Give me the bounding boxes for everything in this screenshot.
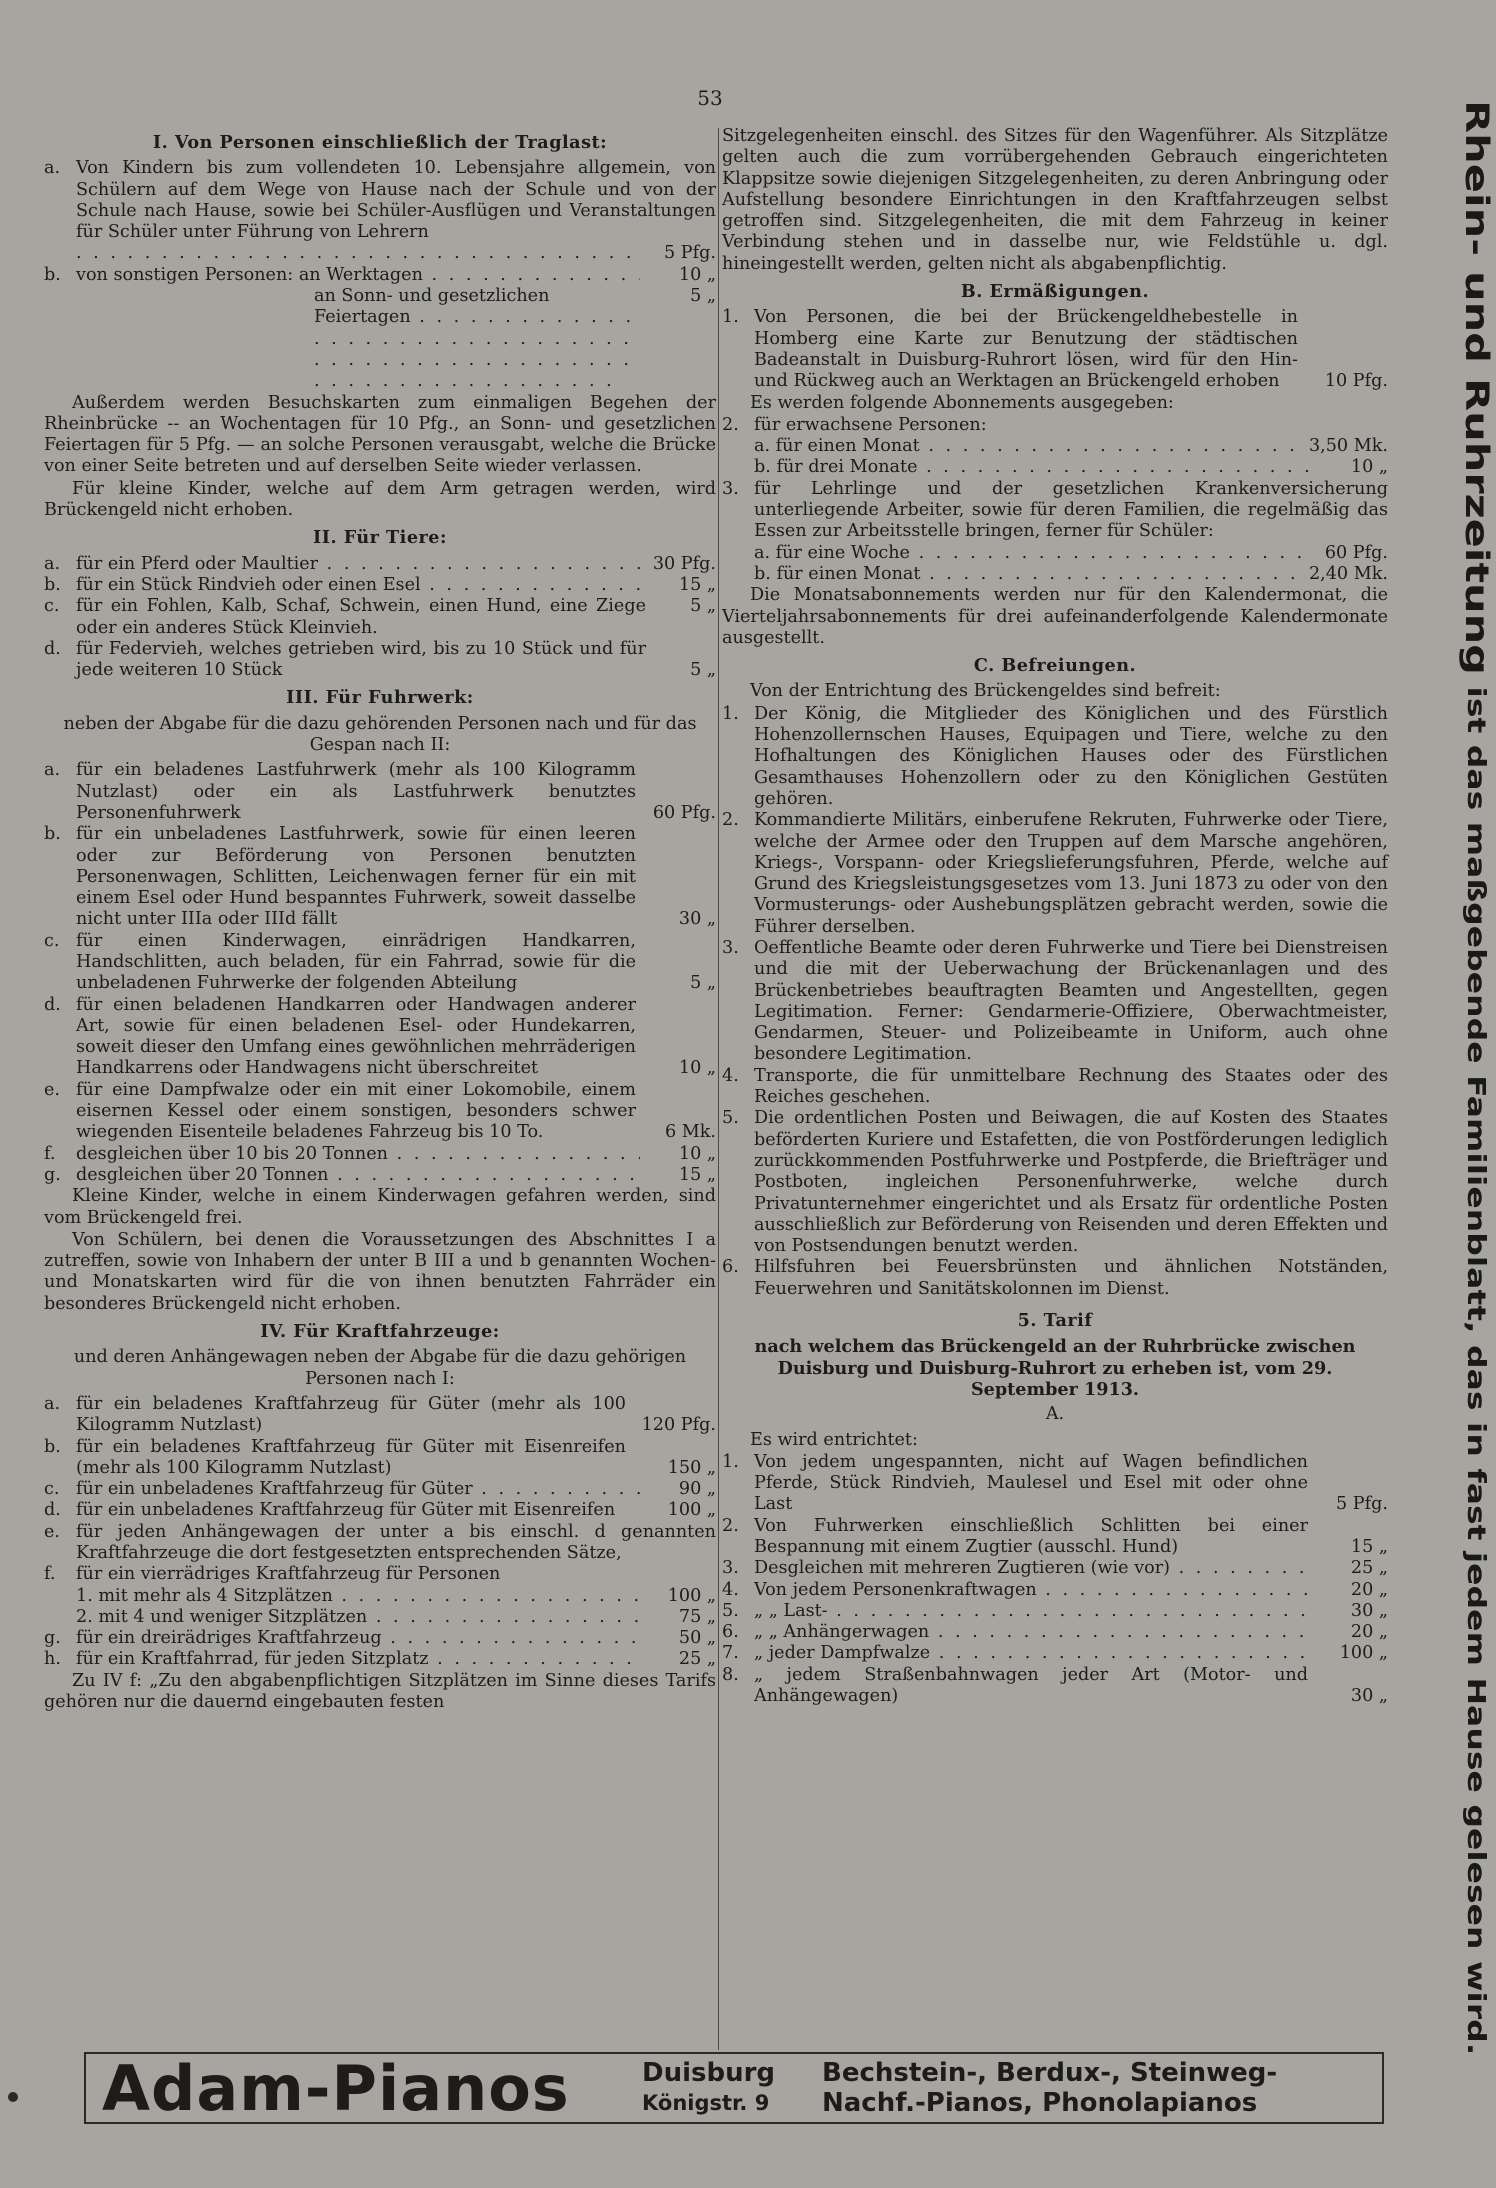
vertical-banner — [1457, 100, 1495, 2056]
tarif-subtitle: nach welchem das Brückengeld an der Ruhrbrücke zwischen Duisburg und Duisburg-Ruhrort zu erheben ist, vom 29. September 1913. — [754, 1336, 1356, 1400]
paragraph: Die Monatsabonnements werden nur für den Kalendermonat, die Vierteljahrsabonnements für drei aufeinanderfolgende Kalendermonate ausgestellt. — [722, 585, 1388, 648]
price-row: 7. „ jeder Dampfwalze . . . 100 „ — [722, 1643, 1388, 1664]
list-item: d. für Federvieh, welches getrieben wird, bis zu 10 Stück und für jede weiteren 10 Stück 5 „ — [44, 638, 716, 681]
price-row: b. von sonstigen Personen: an Werktagen . . . 10 „ — [44, 265, 716, 286]
list-item: a. für ein beladenes Lastfuhrwerk (mehr als 100 Kilogramm Nutzlast) oder ein als Lastfuhrwerk benutztes Personenfuhrwerk 60 Pfg. — [44, 760, 716, 823]
section-b-title: B. Ermäßigungen. — [960, 281, 1150, 303]
list-item: c. für ein Fohlen, Kalb, Schaf, Schwein, einen Hund, eine Ziege oder ein anderes Stück Kleinvieh. 5 „ — [44, 596, 716, 638]
price-row: c. für ein unbeladenes Kraftfahrzeug für Güter . . . 90 „ — [44, 1479, 716, 1500]
paragraph: Zu IV f: „Zu den abgabenpflichtigen Sitzplätzen im Sinne dieses Tarifs gehören nur die dauernd eingebauten festen — [44, 1670, 716, 1713]
right-column — [722, 126, 1388, 1707]
list-item: 3. Oeffentliche Beamte oder deren Fuhrwerke und Tiere bei Dienstreisen und die mit der Ueberwachung der Brückenanlagen und des Brückenbetriebes beauftragten Beamten und Angestellten, gegen Legitimation. Ferner: Gendarmerie-Offiziere, Oberwachtmeister, Gendarmen, Steuer- und Polizeibeamte in Uniform, auch ohne besondere Legitimation. — [722, 937, 1388, 1065]
tarif-section-a: A. — [1045, 1404, 1065, 1425]
column-divider — [718, 128, 719, 2050]
price-row: b. für ein Stück Rindvieh oder einen Esel . . . 15 „ — [44, 575, 716, 596]
list-item: b. für ein unbeladenes Lastfuhrwerk, sowie für einen leeren oder zur Beförderung von Personen benutzten Personenwagen, Schlitten, Leichenwagen ferner für ein mit einem Esel oder Hund bespanntes Fuhrwerk, soweit dasselbe nicht unter IIIa oder IIId fällt 30 „ — [44, 824, 716, 930]
list-item: 2. Kommandierte Militärs, einberufene Rekruten, Fuhrwerke oder Tiere, welche der Armee oder den Truppen auf dem Marsche angehören, Kriegs-, Vorspann- oder Kriegslieferungsfuhren, Pferde, welche auf Grund des Kriegsleistungsgesetzes vom 13. Juni 1873 zu oder von den Vormusterungs- oder Aushebungsplätzen gebracht werden, sowie die Führer derselben. — [722, 810, 1388, 937]
price-row: 4. Von jedem Personenkraftwagen . . . 20 „ — [722, 1580, 1388, 1601]
price-row: g. desgleichen über 20 Tonnen . . . 15 „ — [44, 1165, 716, 1186]
paragraph: Von der Entrichtung des Brückengeldes sind befreit: — [750, 681, 1221, 702]
ad-street: Königstr. 9 — [642, 2091, 770, 2115]
ad-city: Duisburg — [642, 2058, 776, 2088]
list-item: 1. Von Personen, die bei der Brückengeldhebestelle in Homberg eine Karte zur Benutzung der städtischen Badeanstalt in Duisburg-Ruhrort lösen, wird für den Hin- und Rückweg auch an Werktagen an Brückengeld erhoben 10 Pfg. — [722, 307, 1388, 392]
paragraph: Es wird entrichtet: — [750, 1429, 918, 1450]
advertisement — [84, 2052, 1384, 2124]
price-row: 5. „ „ Last- . . . 30 „ — [722, 1601, 1388, 1622]
price-row: a. für einen Monat . . . 3,50 Mk. — [722, 436, 1388, 457]
section-4-title: IV. Für Kraftfahrzeuge: — [260, 1321, 500, 1343]
ad-company-name: Adam-Pianos — [102, 2051, 570, 2125]
list-item: 1. Von jedem ungespannten, nicht auf Wagen befindlichen Pferde, Stück Rindvieh, Maulesel und Esel mit oder ohne Last 5 Pfg. — [722, 1451, 1388, 1515]
paragraph: Kleine Kinder, welche in einem Kinderwagen gefahren werden, sind vom Brückengeld frei. — [44, 1186, 716, 1228]
list-item: 1. Der König, die Mitglieder des Königlichen und des Fürstlich Hohenzollernschen Hauses, Equipagen und Tiere, welche zu den Hofhaltungen des Königlichen Hauses oder des Fürstlichen Gesamthauses Hohenzollern oder zu den Königlichen Gestüten gehören. — [722, 703, 1388, 809]
paragraph: Von Schülern, bei denen die Voraussetzungen des Abschnittes I a zutreffen, sowie von Inhabern der unter B III a und b genannten Wochen- und Monatskarten wird für die von ihnen benutzten Fahrräder ein besonderes Brückengeld nicht erhoben. — [44, 1229, 716, 1314]
list-item: a. für ein beladenes Kraftfahrzeug für Güter (mehr als 100 Kilogramm Nutzlast) 120 Pfg. — [44, 1393, 716, 1436]
ad-brands-line-2: Nachf.-Pianos, Phonolapianos — [822, 2088, 1258, 2118]
paragraph: Für kleine Kinder, welche auf dem Arm getragen werden, wird Brückengeld nicht erhoben. — [44, 478, 716, 521]
banner-slogan: ist das maßgebende Familienblatt, das in fast jedem Hause gelesen wird. — [1462, 675, 1492, 2056]
list-item: c. für einen Kinderwagen, einrädrigen Handkarren, Handschlitten, auch beladen, für ein Fahrrad, sowie für die unbeladenen Fuhrwerke der folgenden Abteilung 5 „ — [44, 930, 716, 994]
list-item: 2. für erwachsene Personen: — [722, 414, 987, 435]
price-row: a. für eine Woche . . . 60 Pfg. — [722, 543, 1388, 564]
ad-address — [642, 2058, 822, 2118]
price-row: 3. Desgleichen mit mehreren Zugtieren (wie vor) . . . 25 „ — [722, 1558, 1388, 1579]
price-row: an Sonn- und gesetzlichen Feiertagen . . . 5 „ — [44, 286, 716, 392]
paragraph: Es werden folgende Abonnements ausgegeben: — [750, 392, 1174, 413]
list-item: e. für jeden Anhängewagen der unter a bis einschl. d genannten Kraftfahrzeuge die dort festgesetzten entsprechenden Sätze, — [44, 1521, 716, 1563]
ad-brands-line-1: Bechstein-, Berdux-, Steinweg- — [822, 2058, 1278, 2088]
price-row: 6. „ „ Anhängerwagen . . . 20 „ — [722, 1622, 1388, 1643]
section-c-title: C. Befreiungen. — [973, 655, 1137, 677]
tarif-title: 5. Tarif — [1017, 1310, 1093, 1332]
price-row: g. für ein dreirädriges Kraftfahrzeug . . . 50 „ — [44, 1628, 716, 1649]
list-item: b. für ein beladenes Kraftfahrzeug für Güter mit Eisenreifen (mehr als 100 Kilogramm Nutzlast) 150 „ — [44, 1436, 716, 1478]
price-row: 2. mit 4 und weniger Sitzplätzen . . . 75 „ — [44, 1607, 716, 1628]
section-4-subtitle: und deren Anhängewagen neben der Abgabe für die dazu gehörigen Personen nach I: — [73, 1347, 687, 1389]
price-row: h. für ein Kraftfahrrad, für jeden Sitzplatz . . . 25 „ — [44, 1649, 716, 1670]
list-item: d. für einen beladenen Handkarren oder Handwagen anderer Art, sowie für einen beladenen Esel- oder Hundekarren, soweit dieser den Umfang eines gewöhnlichen mehrräderigen Handkarrens oder Handwagens nicht überschreitet 10 „ — [44, 994, 716, 1079]
section-2-title: II. Für Tiere: — [312, 527, 447, 549]
list-item: f. für ein vierrädriges Kraftfahrzeug für Personen — [44, 1564, 501, 1585]
banner-title: Rhein- und Ruhrzeitung — [1457, 100, 1495, 676]
list-item: 6. Hilfsfuhren bei Feuersbrünsten und ähnlichen Notständen, Feuerwehren und Sanitätskolonnen im Dienst. — [722, 1257, 1388, 1299]
price-row: b. für einen Monat . . . 2,40 Mk. — [722, 564, 1388, 585]
price-row: . . . 5 Pfg. — [44, 243, 716, 264]
price-row: a. für ein Pferd oder Maultier . . . 30 Pfg. — [44, 554, 716, 575]
ad-brands — [822, 2058, 1382, 2118]
bullet-icon — [8, 2092, 18, 2102]
list-item: 4. Transporte, die für unmittelbare Rechnung des Staates oder des Reiches geschehen. — [722, 1065, 1388, 1108]
section-3-title: III. Für Fuhrwerk: — [286, 687, 474, 709]
price-row: f. desgleichen über 10 bis 20 Tonnen . . . 10 „ — [44, 1144, 716, 1165]
section-3-subtitle: neben der Abgabe für die dazu gehörenden Personen nach und für das Gespan nach II: — [63, 713, 697, 756]
paragraph: Außerdem werden Besuchskarten zum einmaligen Begehen der Rheinbrücke -- an Wochentagen für 10 Pfg., an Sonn- und gesetzlichen Feiertagen für 5 Pfg. — an solche Personen verausgabt, welche die Brücke von einer Seite betreten und auf derselben Seite wieder verlassen. — [44, 392, 716, 477]
left-column — [44, 126, 716, 1714]
page-number: 53 — [697, 86, 723, 110]
list-item: e. für eine Dampfwalze oder ein mit einer Lokomobile, einem eisernen Kessel oder einem sonstigen, besonders schwer wiegenden Eisenteile beladenes Fahrzeug bis 10 To. 6 Mk. — [44, 1079, 716, 1143]
list-item: d. für ein unbeladenes Kraftfahrzeug für Güter mit Eisenreifen 100 „ — [44, 1500, 716, 1521]
price-row: 1. mit mehr als 4 Sitzplätzen . . . 100 „ — [44, 1586, 716, 1607]
paragraph: Sitzgelegenheiten einschl. des Sitzes für den Wagenführer. Als Sitzplätze gelten auch die zum vorrübergehenden Gebrauch eingerichteten Klappsitze sowie diejenigen Sitzgelegenheiten, zu deren Anbringung oder Aufstellung besondere Einrichtungen in den Kraftfahrzeugen selbst getroffen sind. Sitzgelegenheiten, die mit dem Fahrzeug in keiner Verbindung stehen und in dasselbe nur, wie Feldstühle u. dgl. hineingestellt werden, gelten nicht als abgabenpflichtig. — [722, 126, 1388, 274]
price-row: b. für drei Monate . . . 10 „ — [722, 457, 1388, 478]
list-item: 3. für Lehrlinge und der gesetzlichen Krankenversicherung unterliegende Arbeiter, sowie für deren Familien, die regelmäßig das Essen zur Arbeitsstelle bringen, ferner für Schüler: — [722, 478, 1388, 542]
list-item: 2. Von Fuhrwerken einschließlich Schlitten bei einer Bespannung mit einem Zugtier (ausschl. Hund) 15 „ — [722, 1515, 1388, 1557]
section-1-title: I. Von Personen einschließlich der Traglast: — [152, 132, 608, 153]
list-item: 8. „ jedem Straßenbahnwagen jeder Art (Motor- und Anhängewagen) 30 „ — [722, 1664, 1388, 1707]
list-item: 5. Die ordentlichen Posten und Beiwagen, die auf Kosten des Staates beförderten Kuriere und Estafetten, die von Postförderungen lediglich zurückkommenden Postfuhrwerke und Postpferde, die Briefträger und Postboten, ingleichen Personenfuhrwerke, welche durch Privatunternehmer eingerichtet und als Ersatz für ordentliche Posten ausschließlich zur Beförderung von Reisenden und deren Effekten und von Postsendungen benutzt werden. — [722, 1108, 1388, 1257]
list-item: a. Von Kindern bis zum vollendeten 10. Lebensjahre allgemein, von Schülern auf dem Wege von Hause nach der Schule und von der Schule nach Hause, sowie bei Schüler-Ausflügen und Veranstaltungen für Schüler unter Führung von Lehrern — [44, 158, 716, 243]
